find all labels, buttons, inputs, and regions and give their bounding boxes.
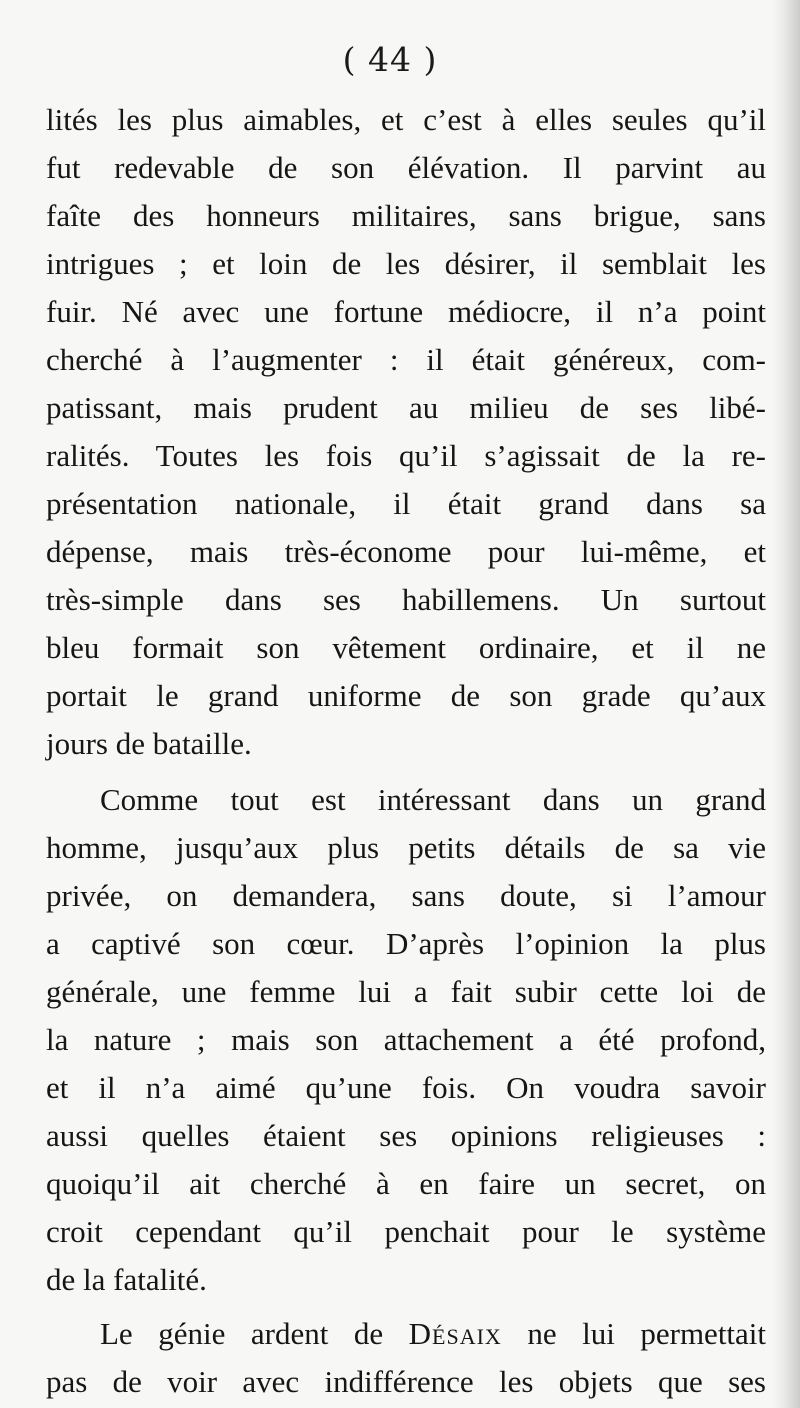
paragraph-start-line: Comme tout est intéressant dans un grand [100,782,766,817]
text-line: intrigues ; et loin de les désirer, il semblait les [46,246,766,281]
text-line: croit cependant qu’il penchait pour le système [46,1214,766,1249]
text-line: et il n’a aimé qu’une fois. On voudra savoir [46,1070,766,1105]
text-line: ralités. Toutes les fois qu’il s’agissait de la re- [46,438,766,473]
text-line: a captivé son cœur. D’après l’opinion la plus [46,926,766,961]
text-line: faîte des honneurs militaires, sans brigue, sans [46,198,766,233]
paragraph-start-line [46,1310,766,1358]
text-line: lités les plus aimables, et c’est à elles seules qu’il [46,102,766,137]
text-line: présentation nationale, il était grand dans sa [46,486,766,521]
text-line: dépense, mais très-économe pour lui-même, et [46,534,766,569]
text-segment: Le génie ardent de [100,1316,384,1351]
text-line: privée, on demandera, sans doute, si l’amour [46,878,766,913]
text-line: patissant, mais prudent au milieu de ses libé- [46,390,766,425]
text-line: portait le grand uniforme de son grade qu’aux [46,678,766,713]
text-line: aussi quelles étaient ses opinions religieuses : [46,1118,766,1153]
text-line: très-simple dans ses habillemens. Un surtout [46,582,766,617]
text-line: quoiqu’il ait cherché à en faire un secret, on [46,1166,766,1201]
text-line: générale, une femme lui a fait subir cette loi de [46,974,766,1009]
name-small-caps: Désaix [408,1316,502,1351]
text-line: homme, jusqu’aux plus petits détails de sa vie [46,830,766,865]
text-line: fuir. Né avec une fortune médiocre, il n’a point [46,294,766,329]
page-number: ( 44 ) [342,40,438,79]
body-text [46,96,766,1406]
paragraph-end-line: de la fatalité. [46,1262,207,1297]
text-line: fut redevable de son élévation. Il parvint au [46,150,766,185]
text-segment: ne lui permettait [527,1316,767,1351]
text-line: cherché à l’augmenter : il était généreux, com- [46,342,766,377]
page-edge-shadow [772,0,800,1408]
text-line: bleu formait son vêtement ordinaire, et il ne [46,630,766,665]
text-line: la nature ; mais son attachement a été profond, [46,1022,766,1057]
paragraph-end-line: jours de bataille. [46,726,252,761]
text-line: pas de voir avec indifférence les objets que ses [46,1364,766,1399]
